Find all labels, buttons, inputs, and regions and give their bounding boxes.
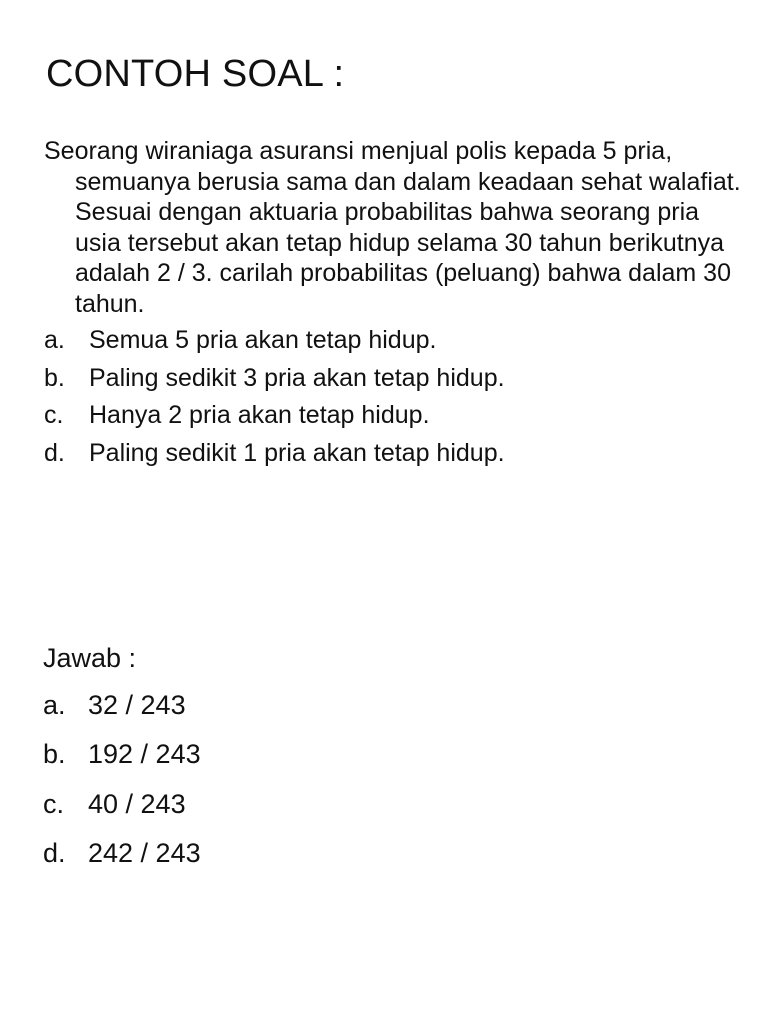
option-item-c (44, 397, 744, 435)
answer-item-d (43, 829, 643, 878)
option-text: Semua 5 pria akan tetap hidup. (89, 326, 437, 354)
answer-heading: Jawab : (43, 643, 137, 673)
question-block (44, 136, 744, 472)
option-marker: c. (44, 401, 64, 429)
answer-item-c (43, 780, 643, 829)
answer-text: 242 / 243 (88, 837, 201, 868)
answer-text: 32 / 243 (88, 690, 186, 720)
answer-item-b (43, 730, 643, 779)
answer-item-a (43, 681, 643, 730)
answer-list (43, 681, 643, 878)
option-marker: d. (44, 438, 65, 467)
answer-text: 40 / 243 (88, 788, 186, 819)
option-item-a (44, 322, 744, 360)
question-options (44, 322, 744, 472)
answer-marker: b. (43, 739, 66, 770)
option-text: Paling sedikit 1 pria akan tetap hidup. (89, 438, 505, 467)
question-text: Seorang wiraniaga asuransi menjual polis kepada 5 pria, semuanya berusia sama dan dalam keadaan sehat walafiat. Sesuai dengan aktuaria probabilitas bahwa seorang pria usia tersebut akan tetap hidup selama 30 tahun berikutnya adalah 2 / 3. carilah probabilitas (peluang) bahwa dalam 30 tahun. (44, 137, 741, 318)
answer-marker: a. (43, 690, 66, 720)
option-item-b (44, 360, 744, 398)
answer-text: 192 / 243 (88, 739, 201, 770)
slide-title: CONTOH SOAL : (46, 53, 345, 95)
option-text: Paling sedikit 3 pria akan tetap hidup. (89, 363, 505, 392)
option-marker: b. (44, 363, 65, 392)
option-item-d (44, 435, 744, 473)
option-marker: a. (44, 326, 65, 354)
answer-marker: d. (43, 837, 66, 868)
answer-marker: c. (43, 788, 65, 819)
option-text: Hanya 2 pria akan tetap hidup. (89, 401, 430, 429)
answer-block (43, 638, 643, 878)
